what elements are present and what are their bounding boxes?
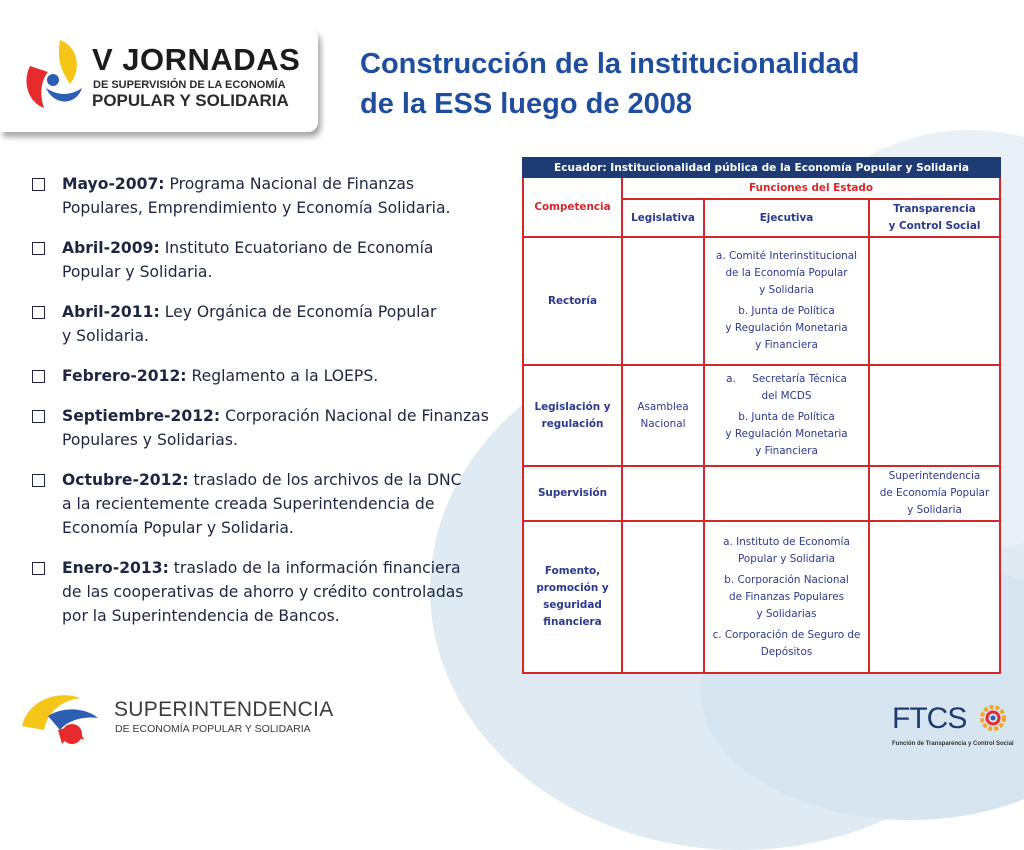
item-date: Abril-2011: <box>62 303 160 321</box>
cell-line: y Regulación Monetaria <box>725 322 848 334</box>
table-row <box>523 466 1000 521</box>
row-label-rectoria: Rectoría <box>523 237 622 365</box>
cell-entry <box>707 248 866 299</box>
event-title: V JORNADAS <box>92 42 301 77</box>
checkbox-bullet-icon <box>32 242 45 255</box>
footer-org-name: SUPERINTENDENCIA <box>114 698 334 721</box>
cell-line: de la Economía Popular <box>725 267 848 279</box>
cell-line: financiera <box>543 616 602 628</box>
cell-line: de Economía Popular <box>879 487 990 499</box>
table-row <box>523 365 1000 466</box>
item-text: Instituto Ecuatoriano de Economía <box>159 239 434 257</box>
item-date: Enero-2013: <box>62 559 169 577</box>
header-legislativa: Legislativa <box>622 199 704 237</box>
cell-line: de Finanzas Populares <box>728 590 844 603</box>
cell-line: regulación <box>541 417 604 430</box>
cell-line: seguridad <box>543 599 602 611</box>
cell-line: b. Corporación Nacional <box>724 573 849 586</box>
row-label-legislacion <box>523 365 622 466</box>
cell-line: Superintendencia <box>888 470 981 482</box>
item-text: Corporación Nacional de Finanzas <box>220 407 489 425</box>
checkbox-bullet-icon <box>32 306 45 319</box>
header-funciones: Funciones del Estado <box>622 177 1000 199</box>
table-cell <box>622 466 704 521</box>
event-logo <box>0 28 318 132</box>
list-item <box>32 468 512 540</box>
event-subtitle-2: POPULAR Y SOLIDARIA <box>92 91 289 110</box>
checkbox-bullet-icon <box>32 474 45 487</box>
cell-line: Asamblea <box>637 400 689 413</box>
header-competencia: Competencia <box>523 177 622 237</box>
table-cell <box>704 365 869 466</box>
table-cell <box>704 521 869 673</box>
list-item <box>32 300 512 348</box>
row-label-fomento <box>523 521 622 673</box>
slide-title-line-2: de la ESS luego de 2008 <box>360 88 693 120</box>
cell-line: b. Junta de Política <box>738 305 835 317</box>
ftcs-gear-icon <box>980 705 1006 731</box>
table-cell <box>622 237 704 365</box>
table-cell <box>869 365 1000 466</box>
item-date: Febrero-2012: <box>62 367 187 385</box>
list-item <box>32 556 512 628</box>
cell-line: del MCDS <box>761 390 812 402</box>
ftcs-subtitle: Función de Transparencia y Control Social <box>892 741 1014 747</box>
slide-title <box>360 44 920 124</box>
header-transparencia <box>869 199 1000 237</box>
item-text: traslado de la información financiera <box>168 559 461 577</box>
item-text: traslado de los archivos de la DNC <box>188 471 462 489</box>
list-item <box>32 236 512 284</box>
superintendencia-logo <box>18 686 334 750</box>
ftcs-acronym: FTCS <box>892 702 967 735</box>
list-item <box>32 172 512 220</box>
cell-entry <box>707 627 866 661</box>
cell-line: a. Instituto de Economía <box>723 535 850 548</box>
ftcs-logo <box>892 702 1012 754</box>
item-date: Mayo-2007: <box>62 175 165 193</box>
cell-line: b. Junta de Política <box>738 411 835 423</box>
checkbox-bullet-icon <box>32 410 45 423</box>
cell-line: y Solidarias <box>756 607 817 620</box>
cell-line: y Solidaria <box>907 504 962 516</box>
item-text: Programa Nacional de Finanzas <box>164 175 415 193</box>
cell-line: c. Corporación de Seguro de <box>712 628 861 641</box>
slide-title-line-1: Construcción de la institucionalidad <box>360 48 860 80</box>
item-text: Populares, Emprendimiento y Economía Solidaria. <box>62 199 451 217</box>
item-date: Septiembre-2012: <box>62 407 221 425</box>
item-text: Reglamento a la LOEPS. <box>186 367 379 385</box>
table-cell <box>869 237 1000 365</box>
cell-line: y Regulación Monetaria <box>725 428 848 440</box>
header-ejecutiva: Ejecutiva <box>704 199 869 237</box>
cell-line: y Financiera <box>755 339 818 351</box>
item-text: Popular y Solidaria. <box>62 263 213 281</box>
header-line: y Control Social <box>888 220 981 232</box>
checkbox-bullet-icon <box>32 370 45 383</box>
item-text: a la recientemente creada Superintendencia de <box>62 495 435 513</box>
table-cell <box>869 521 1000 673</box>
cell-entry <box>707 303 866 354</box>
cell-line: Depósitos <box>760 645 813 658</box>
cell-line: a. Comité Interinstitucional <box>715 250 858 262</box>
table-row <box>523 521 1000 673</box>
table-cell <box>869 466 1000 521</box>
header-line: Transparencia <box>893 203 976 215</box>
item-text: y Solidaria. <box>62 327 149 345</box>
item-text: Ley Orgánica de Economía Popular <box>159 303 437 321</box>
list-item <box>32 404 512 452</box>
cell-line: promoción y <box>536 582 609 594</box>
cell-line: Popular y Solidaria <box>738 552 835 565</box>
checkbox-bullet-icon <box>32 562 45 575</box>
event-subtitle-1: DE SUPERVISIÓN DE LA ECONOMÍA <box>93 79 286 91</box>
jornadas-logo-icon <box>20 36 86 122</box>
institutional-table <box>522 157 1001 674</box>
table-cell <box>704 466 869 521</box>
table-row <box>523 237 1000 365</box>
cell-line: Nacional <box>640 417 686 430</box>
item-date: Abril-2009: <box>62 239 160 257</box>
footer-org-subtitle: DE ECONOMÍA POPULAR Y SOLIDARIA <box>115 723 311 735</box>
list-item <box>32 364 512 388</box>
cell-line: Fomento, <box>544 565 601 577</box>
cell-entry <box>707 371 866 405</box>
cell-entry <box>707 534 866 568</box>
cell-line: Legislación y <box>534 400 611 413</box>
cell-entry <box>707 572 866 623</box>
table-cell <box>622 521 704 673</box>
row-label-supervision: Supervisión <box>523 466 622 521</box>
seps-logo-icon <box>18 686 106 750</box>
cell-line: y Solidaria <box>759 284 814 296</box>
table-caption: Ecuador: Institucionalidad pública de la Economía Popular y Solidaria <box>523 158 1000 177</box>
table-cell <box>622 365 704 466</box>
timeline-list <box>32 172 512 644</box>
cell-entry <box>707 409 866 460</box>
item-date: Octubre-2012: <box>62 471 189 489</box>
table-cell <box>704 237 869 365</box>
item-text: Populares y Solidarias. <box>62 431 238 449</box>
item-text: de las cooperativas de ahorro y crédito controladas <box>62 583 464 601</box>
cell-line: a. Secretaría Técnica <box>726 373 847 385</box>
item-text: por la Superintendencia de Bancos. <box>62 607 340 625</box>
checkbox-bullet-icon <box>32 178 45 191</box>
cell-line: y Financiera <box>755 445 818 457</box>
item-text: Economía Popular y Solidaria. <box>62 519 294 537</box>
